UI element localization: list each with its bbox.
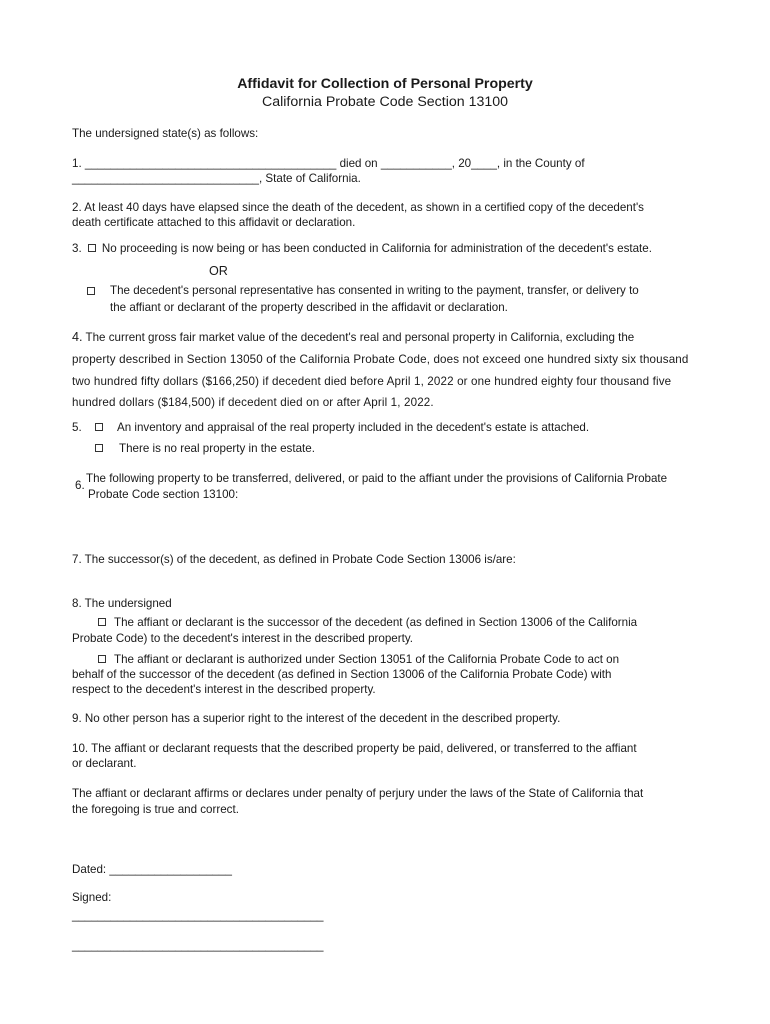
item-4-line-3: two hundred fifty dollars ($166,250) if decedent died before April 1, 2022 or one hundred eighty four thousand five (72, 375, 672, 388)
item-1-line-2: _____________________________, State of California. (72, 172, 361, 185)
dated-field[interactable]: Dated: ___________________ (72, 863, 232, 876)
item-5-number: 5. (72, 421, 82, 434)
item-3-option-a (72, 241, 652, 256)
item-1-line-1: 1. _______________________________________ died on ___________, 20____, in the County of (72, 157, 585, 170)
item-8-option-b-line-1: The affiant or declarant is authorized under Section 13051 of the California Probate Code to act on (114, 653, 620, 666)
item-4-line-1-text: The current gross fair market value of the decedent's real and personal property in California, excluding the (85, 331, 635, 344)
item-4-line-2: property described in Section 13050 of the California Probate Code, does not exceed one hundred sixty six thousand (72, 353, 689, 366)
item-3-option-a-label: No proceeding is now being or has been conducted in California for administration of the decedent's estate. (101, 242, 652, 255)
item-8-option-b-line-3: respect to the decedent's interest in the described property. (72, 683, 376, 696)
item-4-line-1 (72, 330, 634, 345)
signature-line-2[interactable]: _______________________________________ (72, 939, 324, 952)
document-subtitle: California Probate Code Section 13100 (261, 94, 509, 110)
item-3-checkbox-b[interactable] (87, 287, 95, 295)
item-6-line-2: Probate Code section 13100: (88, 488, 239, 501)
item-3-or-label: OR (209, 264, 228, 278)
item-9-text: 9. No other person has a superior right to the interest of the decedent in the described property. (72, 712, 561, 725)
intro-text: The undersigned state(s) as follows: (72, 127, 259, 140)
item-7-text: 7. The successor(s) of the decedent, as defined in Probate Code Section 13006 is/are: (72, 553, 516, 566)
item-5-checkbox-b[interactable] (95, 444, 103, 452)
item-6-line-1: The following property to be transferred, delivered, or paid to the affiant under the provisions of California Probate (86, 472, 668, 485)
item-8-heading: 8. The undersigned (72, 597, 172, 610)
item-5-option-a: An inventory and appraisal of the real property included in the decedent's estate is attached. (117, 421, 590, 434)
item-10-line-1: 10. The affiant or declarant requests that the described property be paid, delivered, or transferred to the affiant (72, 742, 637, 755)
item-3-number: 3. (72, 242, 82, 255)
item-5-checkbox-a[interactable] (95, 423, 103, 431)
item-8-option-a-line-2: Probate Code) to the decedent's interest in the described property. (72, 632, 413, 645)
item-2-line-2: death certificate attached to this affidavit or declaration. (72, 216, 356, 229)
item-8-option-b-line-2: behalf of the successor of the decedent (as defined in Section 13006 of the California Probate Code) with (72, 668, 612, 681)
item-3-checkbox-a[interactable] (88, 244, 96, 252)
signed-label: Signed: (72, 891, 112, 904)
item-5-option-b: There is no real property in the estate. (119, 442, 315, 455)
affirmation-line-1: The affiant or declarant affirms or declares under penalty of perjury under the laws of the State of California that (72, 787, 644, 800)
item-8-checkbox-b[interactable] (98, 655, 106, 663)
item-3-option-b-line-2: the affiant or declarant of the property described in the affidavit or declaration. (110, 301, 508, 314)
item-8-option-a-line-1: The affiant or declarant is the successor of the decedent (as defined in Section 13006 of the California (114, 616, 638, 629)
item-3-option-b-line-1: The decedent's personal representative has consented in writing to the payment, transfer, or delivery to (110, 284, 639, 297)
item-10-line-2: or declarant. (72, 757, 137, 770)
item-4-line-4: hundred dollars ($184,500) if decedent died on or after April 1, 2022. (72, 396, 434, 409)
item-8-checkbox-a[interactable] (98, 618, 106, 626)
item-6-number: 6. (75, 479, 85, 492)
signature-line-1[interactable]: _______________________________________ (72, 909, 324, 922)
affirmation-line-2: the foregoing is true and correct. (72, 803, 239, 816)
document-title: Affidavit for Collection of Personal Property (237, 76, 533, 92)
item-4-number: 4. (72, 330, 83, 344)
item-2-line-1: 2. At least 40 days have elapsed since the death of the decedent, as shown in a certified copy of the decedent's (72, 201, 644, 214)
